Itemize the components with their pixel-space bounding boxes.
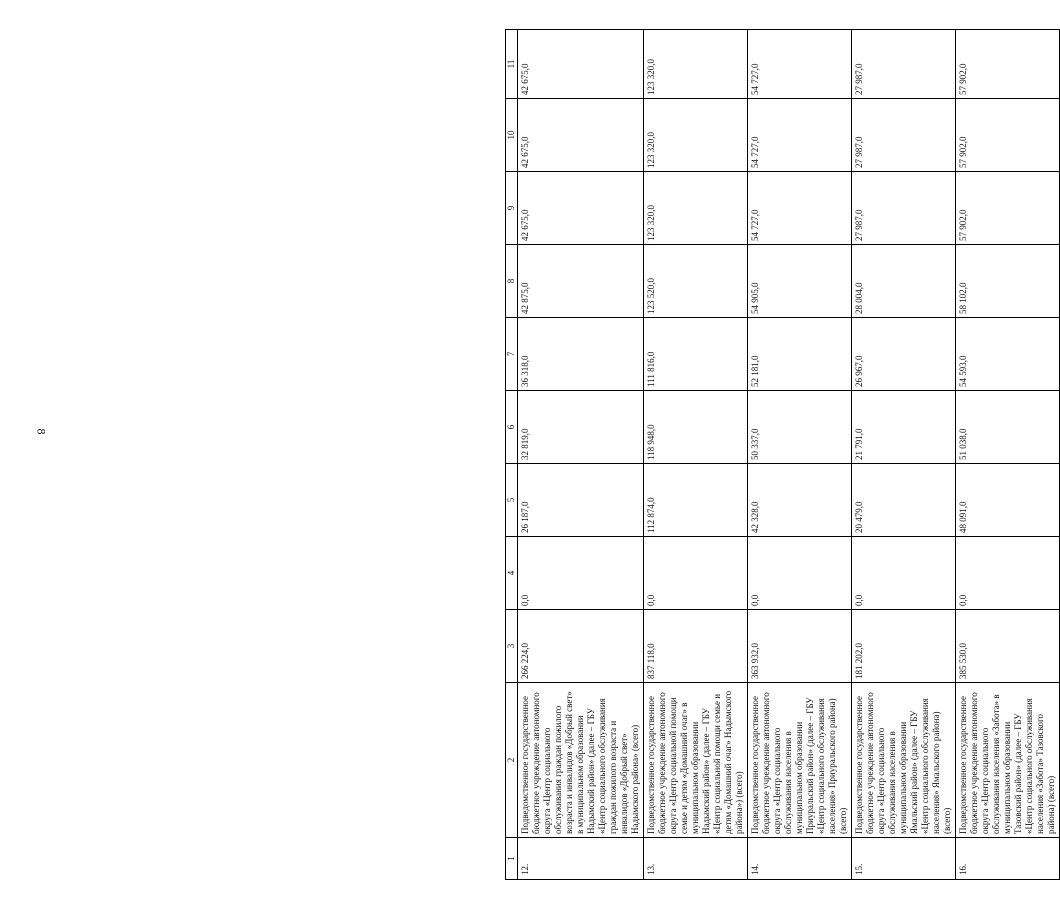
- value-col-11: 123 320,0: [644, 30, 748, 99]
- col-header-11: 11: [506, 30, 518, 99]
- value-col-7: 54 593,0: [956, 318, 1060, 391]
- value-col-10: 57 902,0: [956, 99, 1060, 172]
- value-col-5: 42 328,0: [748, 464, 852, 537]
- col-header-6: 6: [506, 391, 518, 464]
- value-col-9: 54 727,0: [748, 172, 852, 245]
- value-col-11: 57 902,0: [956, 30, 1060, 99]
- value-col-7: 52 181,0: [748, 318, 852, 391]
- value-col-3: 266 224,0: [518, 610, 644, 683]
- value-col-10: 54 727,0: [748, 99, 852, 172]
- institution-name: Подведомственное государственное бюджетное учреждение автономного округа «Центр социального обслуживания населения «Забота» в муниципальном образовании Тазовский район» (далее – ГБУ «Центр социального обслуживания населения «Забота» Тазовского района) (всего): [956, 683, 1060, 838]
- value-col-3: 181 202,0: [852, 610, 956, 683]
- institution-name: Подведомственное государственное бюджетное учреждение автономного округа «Центр социального обслуживания граждан пожилого возраста и инвалидов «Добрый свет» в муниципальном образовании Надымский район» (далее – ГБУ «Центр социального обслуживания граждан пожилого возраста и инвалидов «Добрый свет» Надымского района» (всего): [518, 683, 644, 838]
- value-col-9: 57 902,0: [956, 172, 1060, 245]
- rotated-table-container: [505, 30, 1056, 880]
- col-header-8: 8: [506, 245, 518, 318]
- value-col-9: 42 675,0: [518, 172, 644, 245]
- value-col-8: 54 905,0: [748, 245, 852, 318]
- table-row: [852, 30, 956, 880]
- value-col-8: 42 875,0: [518, 245, 644, 318]
- value-col-6: 50 337,0: [748, 391, 852, 464]
- col-header-7: 7: [506, 318, 518, 391]
- value-col-4: 0,0: [956, 537, 1060, 610]
- institution-name: Подведомственное государственное бюджетное учреждение автономного округа «Центр социальной помощи семье и детям «Домашний очаг» в муниципальном образовании Надымский район» (далее – ГБУ «Центр социальной помощи семье и детям «Домашний очаг» Надымского района») (всего): [644, 683, 748, 838]
- value-col-3: 385 530,0: [956, 610, 1060, 683]
- value-col-8: 58 102,0: [956, 245, 1060, 318]
- value-col-4: 0,0: [644, 537, 748, 610]
- value-col-5: 20 479,0: [852, 464, 956, 537]
- row-number: 14.: [748, 838, 852, 880]
- table-row: [956, 30, 1060, 880]
- col-header-10: 10: [506, 99, 518, 172]
- col-header-1: 1: [506, 838, 518, 880]
- value-col-6: 118 948,0: [644, 391, 748, 464]
- institution-name: Подведомственное государственное бюджетное учреждение автономного округа «Центр социального обслуживания населения в муниципальном образовании Ямальский район» (далее – ГБУ «Центр социального обслуживания населения» Ямальского района) (всего): [852, 683, 956, 838]
- value-col-5: 48 091,0: [956, 464, 1060, 537]
- value-col-8: 123 520,0: [644, 245, 748, 318]
- table-row: [518, 30, 644, 880]
- value-col-7: 26 967,0: [852, 318, 956, 391]
- value-col-11: 42 675,0: [518, 30, 644, 99]
- value-col-3: 363 932,0: [748, 610, 852, 683]
- row-number: 16.: [956, 838, 1060, 880]
- value-col-3: 837 118,0: [644, 610, 748, 683]
- page-number: 8: [34, 428, 49, 435]
- value-col-6: 21 791,0: [852, 391, 956, 464]
- value-col-6: 32 819,0: [518, 391, 644, 464]
- value-col-9: 123 320,0: [644, 172, 748, 245]
- value-col-7: 111 816,0: [644, 318, 748, 391]
- value-col-10: 42 675,0: [518, 99, 644, 172]
- value-col-8: 28 004,0: [852, 245, 956, 318]
- institution-name: Подведомственное государственное бюджетное учреждение автономного округа «Центр социального обслуживания населения в муниципальном образовании Приуральский район» (далее – ГБУ «Центр социального обслуживания населения» Приуральского района) (всего): [748, 683, 852, 838]
- value-col-10: 27 987,0: [852, 99, 956, 172]
- value-col-4: 0,0: [748, 537, 852, 610]
- value-col-10: 123 320,0: [644, 99, 748, 172]
- col-header-4: 4: [506, 537, 518, 610]
- col-header-3: 3: [506, 610, 518, 683]
- value-col-11: 27 987,0: [852, 30, 956, 99]
- value-col-6: 51 038,0: [956, 391, 1060, 464]
- value-col-5: 112 874,0: [644, 464, 748, 537]
- table-row: [644, 30, 748, 880]
- value-col-11: 54 727,0: [748, 30, 852, 99]
- col-header-9: 9: [506, 172, 518, 245]
- value-col-9: 27 987,0: [852, 172, 956, 245]
- row-number: 13.: [644, 838, 748, 880]
- row-number: 15.: [852, 838, 956, 880]
- value-col-5: 26 187,0: [518, 464, 644, 537]
- column-number-header: [506, 30, 518, 880]
- table-row: [748, 30, 852, 880]
- budget-table: [505, 29, 1060, 880]
- col-header-5: 5: [506, 464, 518, 537]
- value-col-4: 0,0: [518, 537, 644, 610]
- row-number: 12.: [518, 838, 644, 880]
- col-header-2: 2: [506, 683, 518, 838]
- value-col-7: 36 318,0: [518, 318, 644, 391]
- value-col-4: 0,0: [852, 537, 956, 610]
